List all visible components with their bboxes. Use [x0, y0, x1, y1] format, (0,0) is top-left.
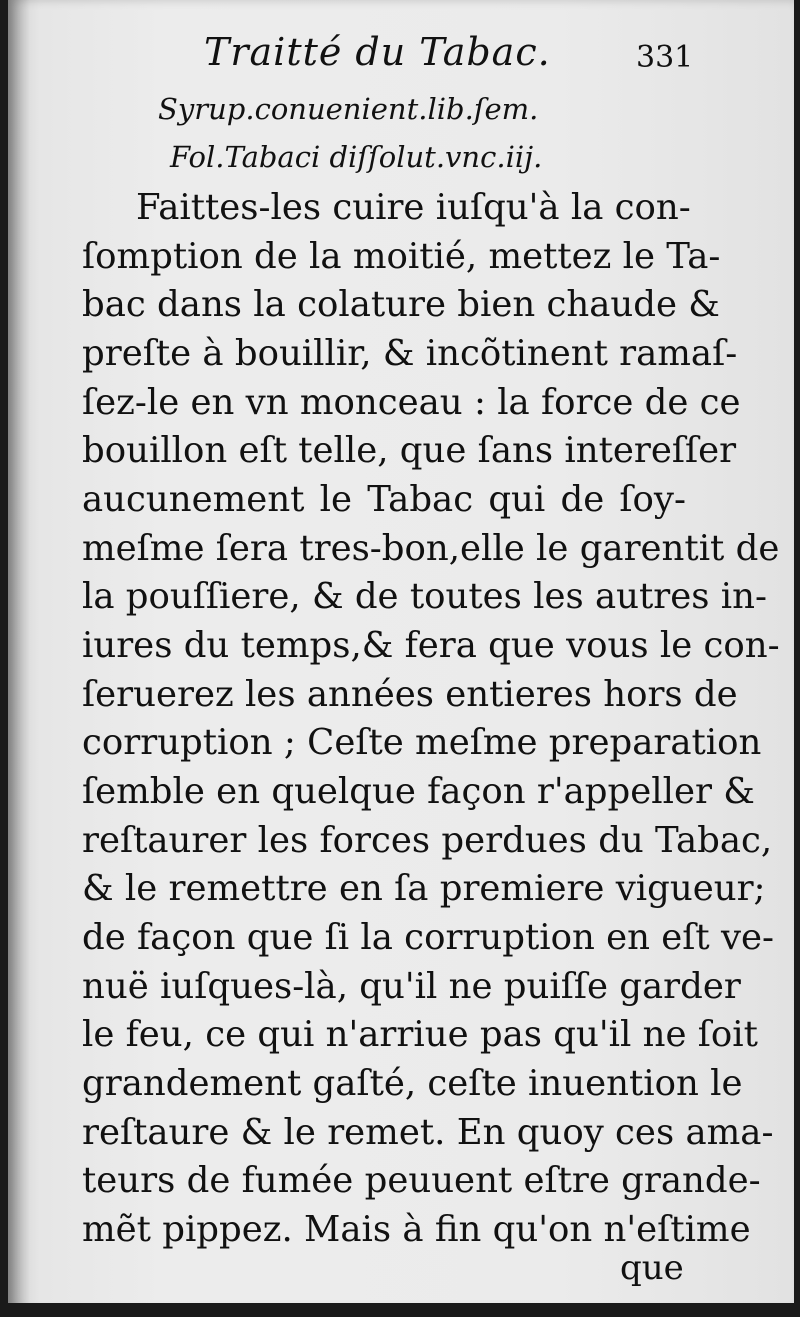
body-line: grandement gaſté, ceſte inuention le — [82, 1063, 743, 1104]
recipe-line: Syrup.conuenient.lib.ſem. — [158, 92, 539, 126]
body-line: Faittes-les cuire iuſqu'à la con- — [136, 187, 691, 228]
body-line: reſtaure & le remet. En quoy ces ama- — [82, 1112, 774, 1153]
body-line: meſme ſera tres-bon,elle le garentit de — [82, 528, 780, 569]
recipe-line: Fol.Tabaci diſſolut.vnc.iij. — [170, 140, 543, 174]
body-line: corruption ; Ceſte meſme preparation — [82, 722, 762, 763]
running-head: Traitté du Tabac. — [204, 30, 551, 74]
body-line: aucunement le Tabac qui de ſoy- — [82, 479, 686, 520]
body-line: ſemble en quelque façon r'appeller & — [82, 771, 755, 812]
body-line: ſez-le en vn monceau : la force de ce — [82, 382, 741, 423]
book-page — [8, 0, 794, 1310]
body-line: bouillon eſt telle, que ſans intereſſer — [82, 430, 737, 471]
body-line: ſomption de la moitié, mettez le Ta- — [82, 236, 721, 277]
body-line: la pouſſiere, & de toutes les autres in- — [82, 576, 767, 617]
body-line: & le remettre en ſa premiere vigueur; — [82, 868, 766, 909]
page-bottom-edge — [8, 1303, 794, 1310]
body-line: iures du temps,& fera que vous le con- — [82, 625, 780, 666]
body-line: teurs de fumée peuuent eſtre grande- — [82, 1160, 761, 1201]
body-line: nuë iuſques-là, qu'il ne puiſſe garder — [82, 966, 741, 1007]
page-number: 331 — [636, 40, 694, 75]
body-line: ſeruerez les années entieres hors de — [82, 674, 738, 715]
body-line: preſte à bouillir, & incõtinent ramaſ- — [82, 333, 738, 374]
body-line: mẽt pippez. Mais à fin qu'on n'eſtime — [82, 1209, 751, 1250]
body-line: reſtaurer les forces perdues du Tabac, — [82, 820, 773, 861]
body-line: le feu, ce qui n'arriue pas qu'il ne ſoit — [82, 1014, 758, 1055]
body-line: de façon que ſi la corruption en eſt ve- — [82, 917, 775, 958]
catchword: que — [620, 1248, 684, 1288]
body-line: bac dans la colature bien chaude & — [82, 284, 720, 325]
